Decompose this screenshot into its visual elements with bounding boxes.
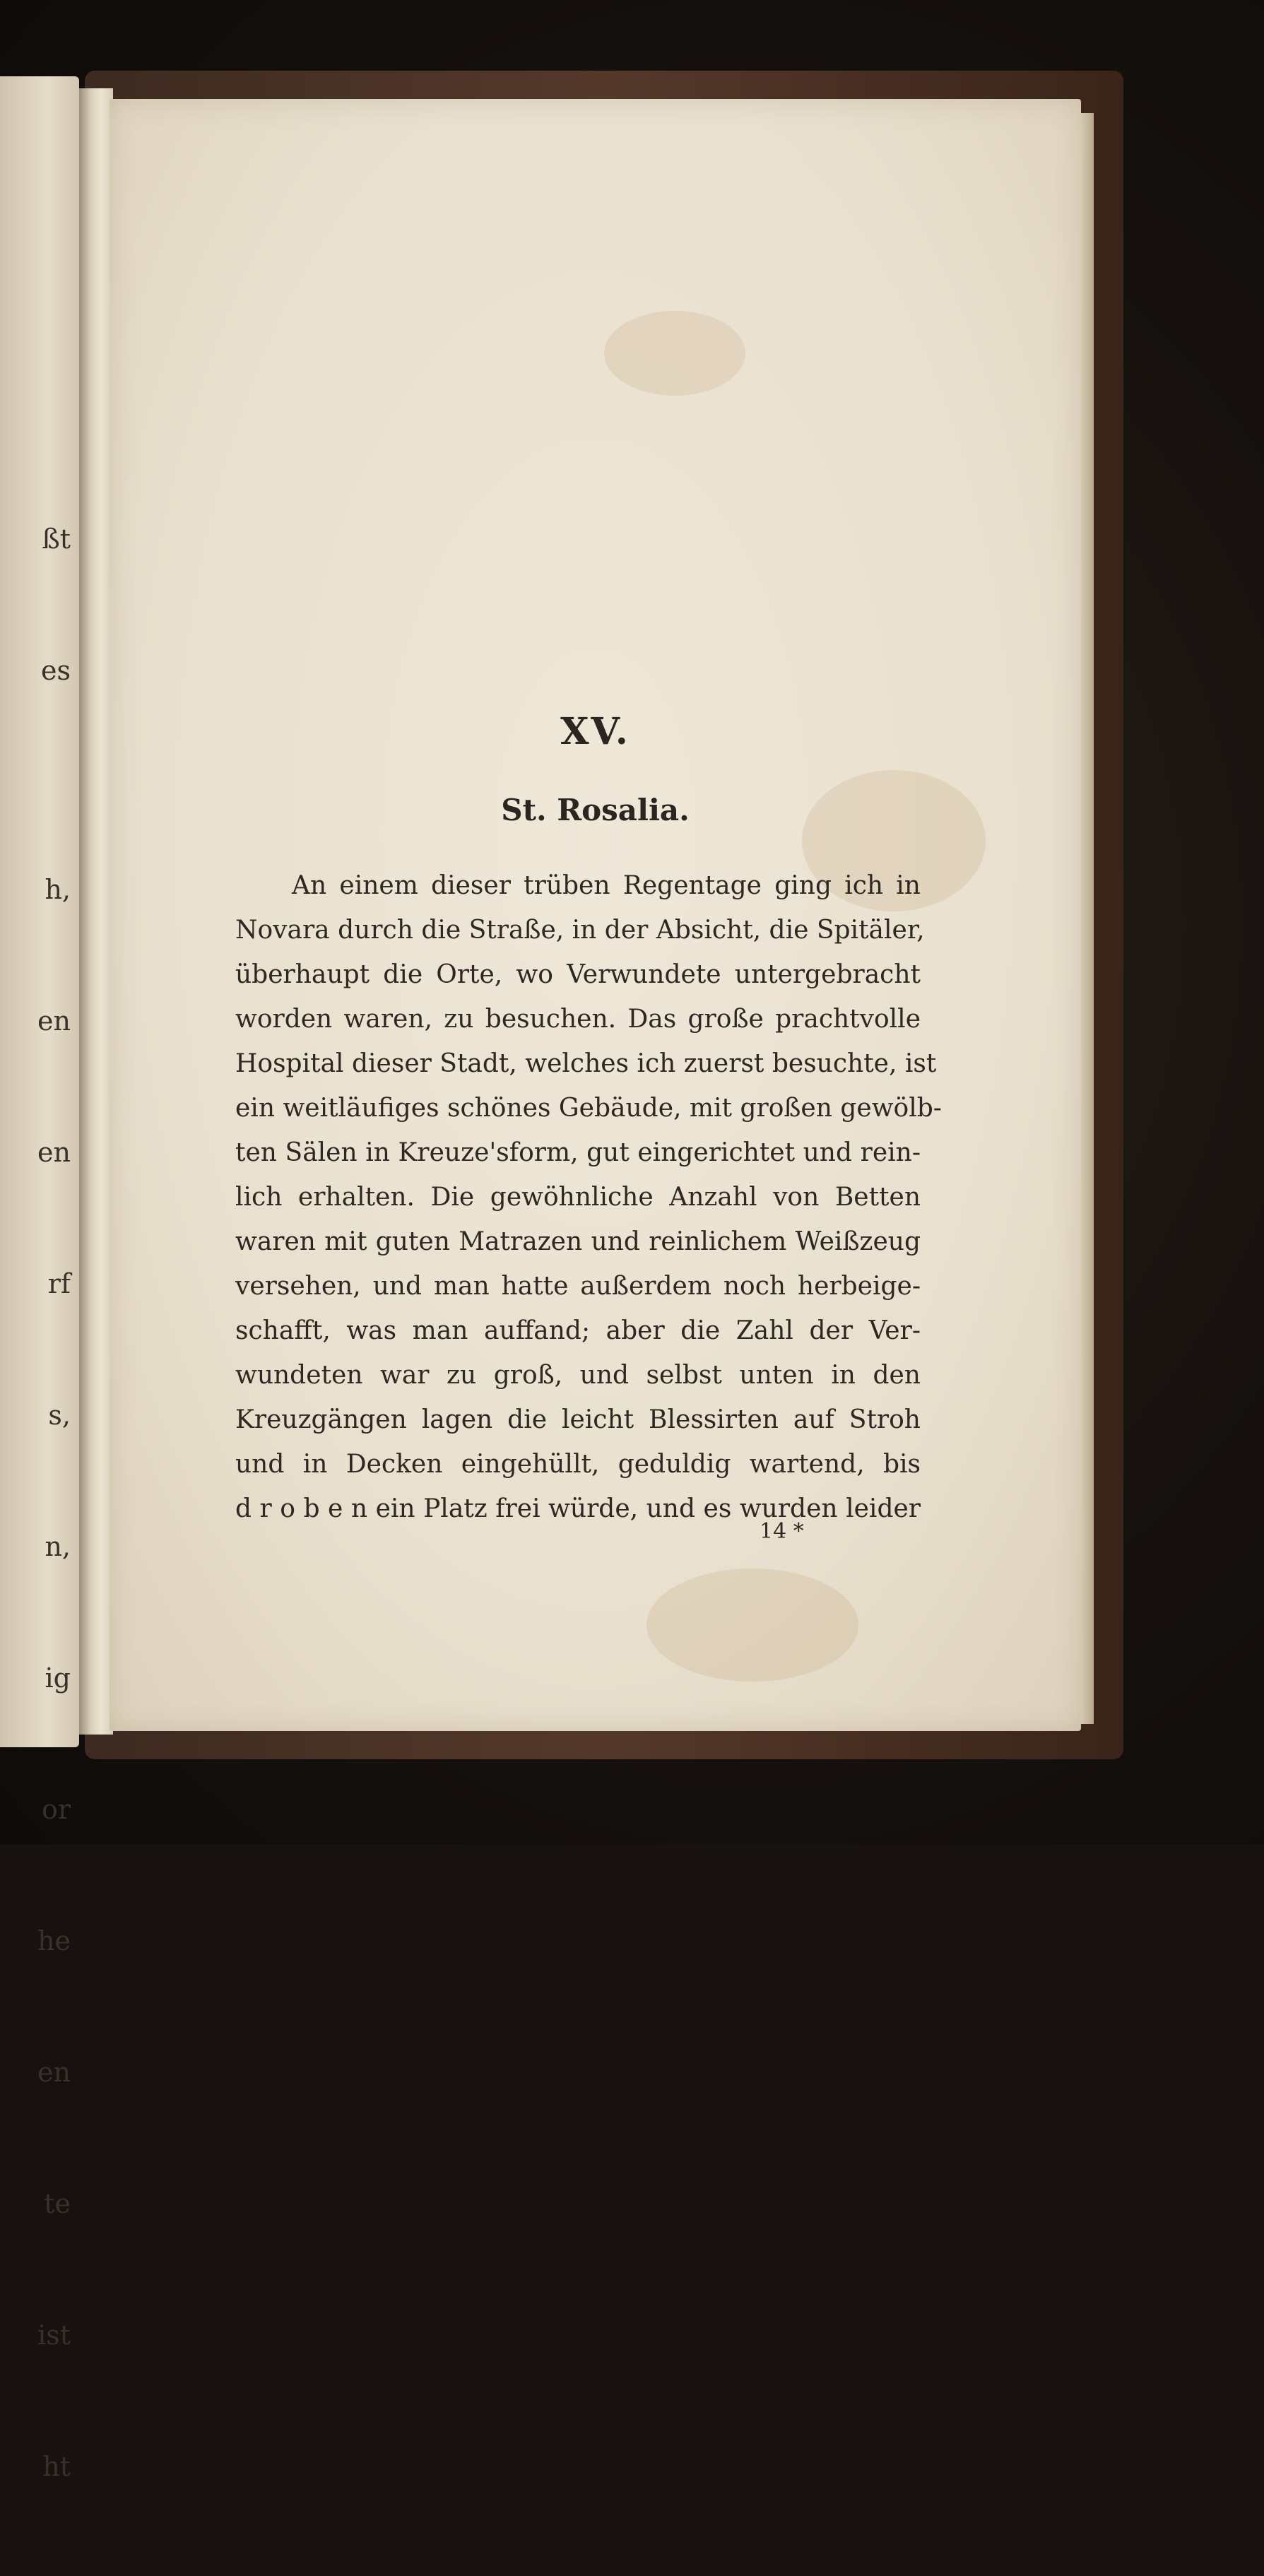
text-line: worden waren, zu besuchen. Das große prachtvolle xyxy=(235,1005,921,1034)
text-line: schafft, was man auffand; aber die Zahl der Ver- xyxy=(235,1316,921,1345)
left-fragment: en xyxy=(37,1137,71,1168)
left-page xyxy=(0,76,79,2482)
left-page-text-fragments xyxy=(0,430,71,2576)
left-fragment: n, xyxy=(45,1531,71,1562)
text-line: lich erhalten. Die gewöhnliche Anzahl von Betten xyxy=(235,1183,921,1212)
left-fragment: ig xyxy=(45,1662,71,1694)
left-fragment: en xyxy=(37,1005,71,1036)
text-line: ein weitläufiges schönes Gebäude, mit großen gewölb- xyxy=(235,1094,942,1123)
signature-mark: 14 * xyxy=(760,1519,804,1544)
left-fragment: ßt xyxy=(42,524,71,555)
left-fragment: en xyxy=(37,2057,71,2088)
left-fragment: ht xyxy=(42,2451,71,2482)
text-line: Kreuzgängen lagen die leicht Blessirten auf Stroh xyxy=(235,1405,921,1434)
text-line: d r o b e n ein Platz frei würde, und es wurden leider xyxy=(235,1494,921,1523)
text-line: Novara durch die Straße, in der Absicht, die Spitäler, xyxy=(235,916,925,945)
text-line: ten Sälen in Kreuze'sform, gut eingerichtet und rein- xyxy=(235,1138,921,1167)
left-fragment: rf xyxy=(47,1268,71,1299)
text-line: An einem dieser trüben Regentage ging ich in xyxy=(292,871,921,900)
left-fragment: te xyxy=(44,2188,71,2219)
paper-stain xyxy=(646,1568,858,1682)
paper-stain xyxy=(604,311,745,396)
chapter-number: XV. xyxy=(560,710,630,753)
text-line: überhaupt die Orte, wo Verwundete untergebracht xyxy=(235,960,921,989)
text-line: wundeten war zu groß, und selbst unten in den xyxy=(235,1361,921,1390)
text-line: waren mit guten Matrazen und reinlichem Weißzeug xyxy=(235,1227,921,1256)
left-fragment: ist xyxy=(37,2320,71,2351)
left-fragment: he xyxy=(37,1925,71,1956)
text-line: versehen, und man hatte außerdem noch herbeige- xyxy=(235,1272,921,1301)
left-fragment: s, xyxy=(48,1400,71,1431)
book-gutter xyxy=(79,88,113,1735)
text-line: Hospital dieser Stadt, welches ich zuerst besuchte, ist xyxy=(235,1049,937,1078)
left-fragment: h, xyxy=(45,874,71,905)
text-line: und in Decken eingehüllt, geduldig wartend, bis xyxy=(235,1450,921,1479)
body-text xyxy=(235,863,942,1531)
page-edge xyxy=(1080,113,1094,1724)
left-fragment: es xyxy=(41,655,71,686)
left-fragment: or xyxy=(41,1794,71,1825)
chapter-title: St. Rosalia. xyxy=(501,793,690,827)
